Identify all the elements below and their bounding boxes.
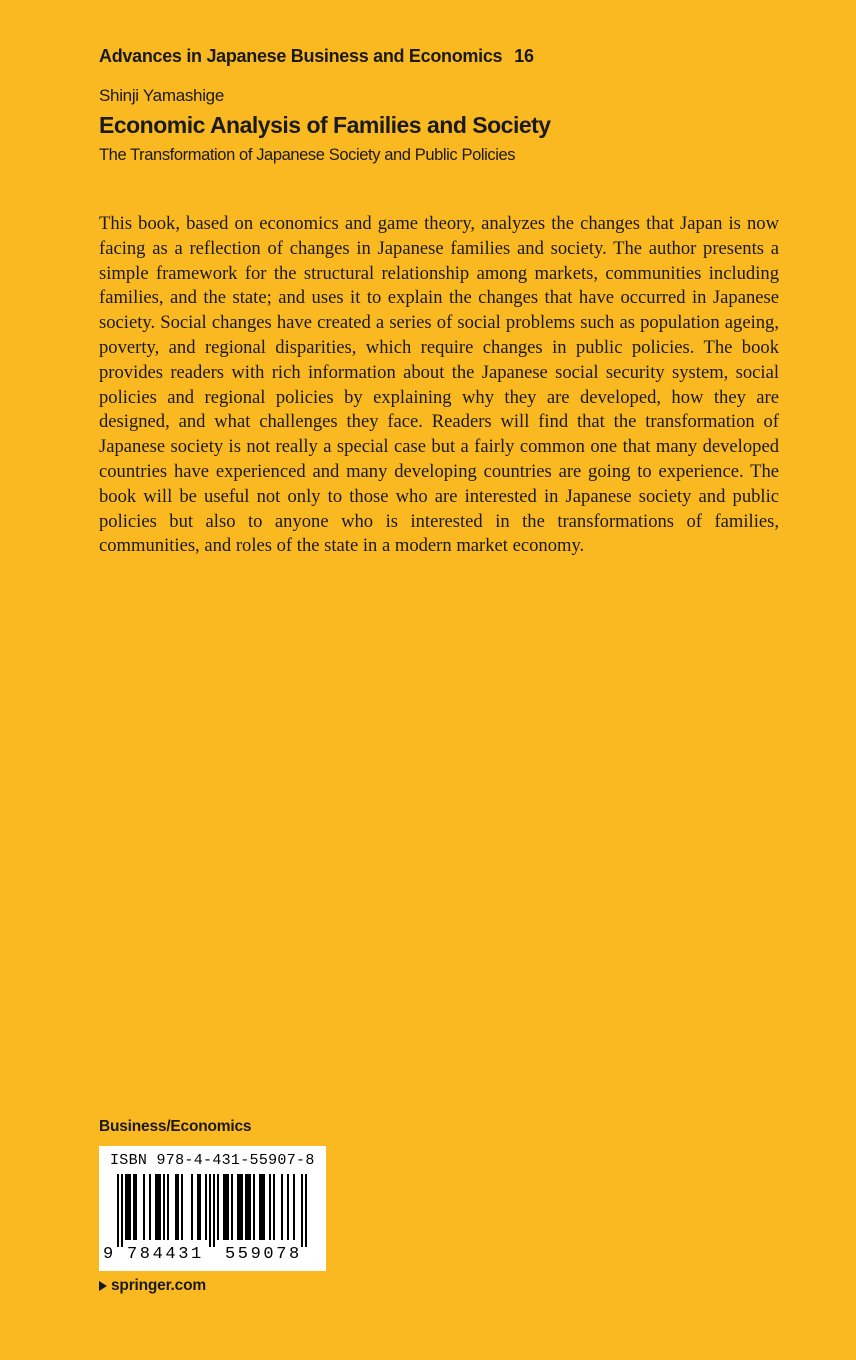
isbn-label: ISBN 978-4-431-55907-8 <box>110 1152 315 1169</box>
barcode-bar <box>263 1174 265 1240</box>
book-title: Economic Analysis of Families and Society <box>99 112 551 138</box>
barcode-bar <box>163 1174 165 1240</box>
barcode-bar <box>191 1174 193 1240</box>
barcode-bar <box>217 1174 219 1240</box>
barcode-bar <box>127 1174 129 1240</box>
barcode-guard-bar <box>301 1174 303 1247</box>
barcode-bars <box>99 1174 326 1247</box>
barcode-bar <box>239 1174 241 1240</box>
barcode-bar <box>225 1174 227 1240</box>
isbn-barcode <box>99 1146 326 1271</box>
barcode-bar <box>199 1174 201 1240</box>
publisher-website-label: springer.com <box>111 1277 206 1294</box>
barcode-bar <box>167 1174 169 1240</box>
barcode-bar <box>231 1174 233 1240</box>
barcode-left-group: 784431 <box>127 1245 204 1264</box>
barcode-bar <box>133 1174 135 1240</box>
barcode-bar <box>287 1174 289 1240</box>
series-volume: 16 <box>514 46 534 66</box>
barcode-digits <box>99 1245 326 1267</box>
barcode-bar <box>149 1174 151 1240</box>
subject-category: Business/Economics <box>99 1118 252 1135</box>
barcode-bar <box>205 1174 207 1240</box>
barcode-guard-bar <box>305 1174 307 1247</box>
barcode-bar <box>259 1174 261 1240</box>
barcode-guard-bar <box>213 1174 215 1247</box>
barcode-guard-bar <box>117 1174 119 1247</box>
barcode-bar <box>223 1174 225 1240</box>
series-heading <box>99 46 534 67</box>
barcode-bar <box>247 1174 249 1240</box>
barcode-bar <box>261 1174 263 1240</box>
barcode-guard-bar <box>121 1174 123 1247</box>
book-description: This book, based on economics and game theory, analyzes the changes that Japan is now facing as a reflection of changes in Japanese families and society. The author presents a simple framework for the structural relationship among markets, communities including families, and the state; and uses it to explain the changes that have occurred in Japanese society. Social changes have created a series of social problems such as population ageing, poverty, and regional disparities, which require changes in public policies. The book provides readers with rich information about the Japanese social security system, social policies and regional policies by explaining why they are developed, how they are designed, and what challenges they face. Readers will find that the transformation of Japanese society is not really a special case but a fairly common one that many developed countries have experienced and many developing countries are going to experience. The book will be useful not only to those who are interested in Japanese society and public policies but also to anyone who is interested in the transformations of families, communities, and roles of the state in a modern market economy. <box>99 213 779 557</box>
barcode-guard-bar <box>209 1174 211 1247</box>
barcode-bar <box>177 1174 179 1240</box>
barcode-bar <box>237 1174 239 1240</box>
author-name: Shinji Yamashige <box>99 86 224 105</box>
barcode-bar <box>293 1174 295 1240</box>
barcode-bar <box>135 1174 137 1240</box>
barcode-bar <box>155 1174 157 1240</box>
barcode-bar <box>129 1174 131 1240</box>
publisher-website[interactable] <box>99 1277 206 1295</box>
series-name: Advances in Japanese Business and Economics <box>99 46 503 66</box>
barcode-bar <box>159 1174 161 1240</box>
barcode-bar <box>157 1174 159 1240</box>
barcode-bar <box>273 1174 275 1240</box>
barcode-bar <box>245 1174 247 1240</box>
barcode-bar <box>227 1174 229 1240</box>
barcode-first-digit: 9 <box>103 1245 114 1264</box>
barcode-bar <box>281 1174 283 1240</box>
barcode-right-group: 559078 <box>225 1245 302 1264</box>
barcode-bar <box>125 1174 127 1240</box>
arrow-right-icon <box>99 1281 107 1291</box>
barcode-bar <box>269 1174 271 1240</box>
barcode-bar <box>249 1174 251 1240</box>
barcode-bar <box>175 1174 177 1240</box>
barcode-bar <box>253 1174 255 1240</box>
barcode-bar <box>241 1174 243 1240</box>
barcode-bar <box>197 1174 199 1240</box>
barcode-bar <box>143 1174 145 1240</box>
barcode-bar <box>181 1174 183 1240</box>
book-subtitle: The Transformation of Japanese Society and Public Policies <box>99 146 516 164</box>
